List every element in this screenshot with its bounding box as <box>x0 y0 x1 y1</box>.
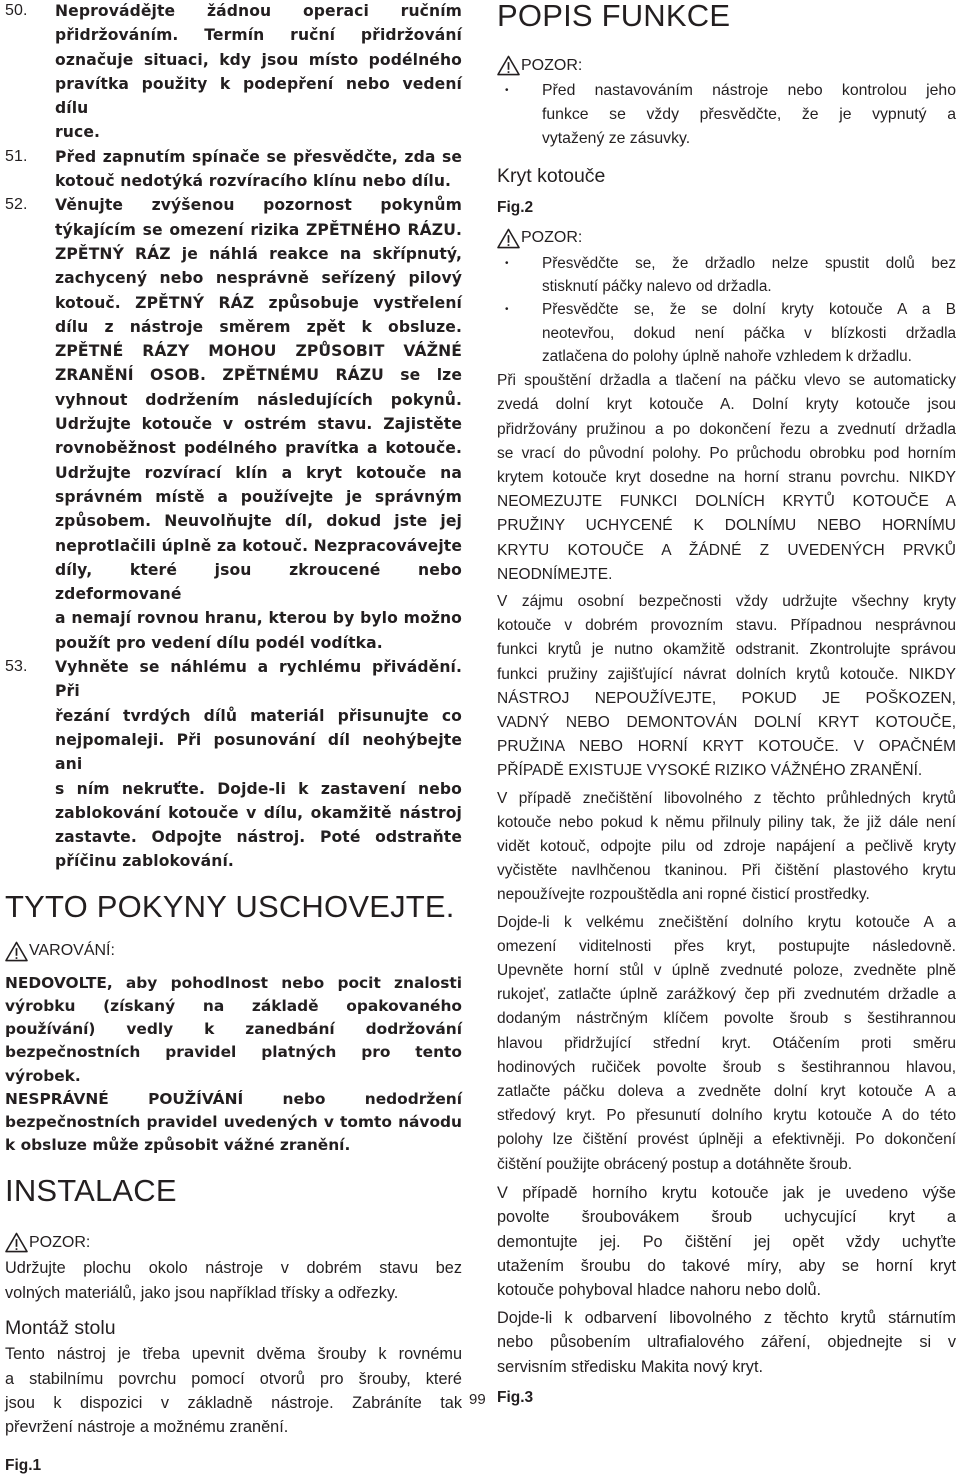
text-line: dodaným nástrčným klíčem povolte šroub s šestihrannou <box>497 1010 956 1028</box>
text-line: vytažený ze zásuvky. <box>542 130 691 148</box>
safety-item <box>5 655 462 874</box>
text-line: omezení viditelnosti přes kryt, postupujte následovně. <box>497 937 956 955</box>
text-line: utažením šroubu do takové míry, aby se horní kryt <box>497 1257 956 1276</box>
text-line: NESPRÁVNÉ POUŽÍVÁNÍ nebo nedodržení <box>5 1089 462 1108</box>
text-line: zatlačte páčku doleva a zvedněte dolní kryt kotouče A a <box>497 1082 956 1100</box>
text-line: NEDOVOLTE, aby pohodlnost nebo pocit znalosti <box>5 973 462 992</box>
safety-item <box>5 0 462 145</box>
text-line: rukojeť, zatlačte úplně zarážkový čep při zvednutém držadle a <box>497 986 956 1004</box>
text-line: demontujte jej. Po čištění jej opět vždy uchyťte <box>497 1232 956 1251</box>
text-line: Věnujte zvýšenou pozornost pokynům <box>55 196 462 215</box>
text-line: Před zapnutím spínače se přesvědčte, zda se <box>55 147 462 166</box>
guard-paragraph-4 <box>497 911 956 1177</box>
safety-item <box>5 145 462 194</box>
text-line: nejpomaleji. Při posunování díl neohýbejte ani <box>55 730 462 774</box>
text-line: stisknutí páčky nalevo od držadla. <box>542 277 772 295</box>
text-line: Před nastavováním nástroje nebo kontrolou jeho <box>542 82 956 99</box>
fig2-label: Fig.2 <box>497 198 534 216</box>
guard-paragraph-1 <box>497 369 956 587</box>
text-line: Při spouštění držadla a tlačení na páčku vlevo se automaticky <box>497 372 956 390</box>
warning-icon <box>5 1232 28 1253</box>
text-line: zvedá dolní kryt kotouče A. Dolní kryty kotouče jsou <box>497 396 956 414</box>
item-number: 52. <box>5 196 28 214</box>
warning-icon <box>497 228 520 249</box>
text-line: kotouče pohyboval hladce nahoru nebo dolů. <box>497 1281 822 1300</box>
text-line: a stabilnímu povrchu pomocí otvorů pro šrouby, které <box>5 1369 462 1388</box>
bullet-item <box>497 252 956 299</box>
varovani-text <box>5 972 462 1158</box>
text-line: zachycený nebo nesprávně seřízený pilový <box>55 269 462 288</box>
text-line: bezpečnostních pravidel uvedených v tomto návodu <box>5 1112 462 1131</box>
text-line: díly, které jsou zkroucené nebo zdeformované <box>55 560 462 604</box>
numbered-safety-list <box>5 0 462 874</box>
text-line: funkci pružiny zajišťující návrat dolních krytů kotouče. NIKDY <box>497 665 956 683</box>
text-line: funkce se vždy přesvědčte, že je vypnutý a <box>542 106 956 124</box>
text-line: řezání tvrdých dílů materiál přisunujte co <box>55 706 462 725</box>
text-line: s ním nekruťte. Dojde-li k zastavení nebo <box>55 779 462 798</box>
text-line: KRYTU KOTOUČE A ŽÁDNÉ Z UVEDENÝCH PRVKŮ <box>497 541 956 559</box>
bullet-item <box>497 79 956 152</box>
instalace-heading: INSTALACE <box>5 1173 177 1209</box>
text-line: ZPĚTNÝ RÁZ je náhlá reakce na skřípnutý, <box>55 244 462 263</box>
text-line: neotevřou, dokud není páčka v blízkosti držadla <box>542 324 956 342</box>
text-line: Neprovádějte žádnou operaci ručním <box>55 2 462 20</box>
text-line: týkajícím se omezení rizika ZPĚTNÉHO RÁZU. <box>55 220 462 239</box>
keep-instructions-heading: TYTO POKYNY USCHOVEJTE. <box>5 888 455 924</box>
montaz-stolu-text <box>5 1342 462 1440</box>
text-line: NÁSTROJ NEPOUŽÍVEJTE, POKUD JE POŠKOZEN, <box>497 689 956 707</box>
text-line: hodinových ručiček povolte šroub s šestihrannou hlavou, <box>497 1058 956 1076</box>
text-line: NEOMEZUJTE FUNKCI DOLNÍCH KRYTŮ KOTOUČE A <box>497 493 956 511</box>
text-line: zablokování kotouče v dílu, okamžitě nástroj <box>55 803 462 822</box>
text-line: Udržujte plochu okolo nástroje v dobrém stavu bez <box>5 1259 462 1278</box>
pozor1-bullets <box>497 79 956 152</box>
text-line: vyhnout dodržením následujících pokynů. <box>55 390 462 409</box>
text-line: zatlačena do polohy úplně nahoře vzhledem k držadlu. <box>542 347 912 365</box>
text-line: způsobem. Neuvolňujte díl, dokud jste jej <box>55 512 462 531</box>
pozor-text <box>5 1256 462 1305</box>
pozor2-bullets <box>497 252 956 368</box>
text-line: volných materiálů, jako jsou například třísky a odřezky. <box>5 1283 399 1302</box>
pozor1-label: POZOR: <box>497 55 956 76</box>
text-line: Dojde-li k velkému znečištění dolního krytu kotouče A a <box>497 913 956 931</box>
guard-paragraph-3 <box>497 787 956 908</box>
text-line: Upevněte horní stůl v úplně zvednuté poloze, zvedněte plně <box>497 961 956 979</box>
text-line: Tento nástroj je třeba upevnit dvěma šrouby k rovnému <box>5 1345 462 1364</box>
guard-paragraph-6 <box>497 1306 956 1379</box>
text-line: přidržovány pružinou a po dokončení řezu a zvednutí držadla <box>497 420 956 438</box>
text-line: zastavte. Odpojte nástroj. Poté odstraňte <box>55 828 462 847</box>
text-line: nebo působením ultrafialového záření, objednejte si v <box>497 1333 956 1352</box>
text-line: přidržováním. Termín ruční přidržování <box>55 26 462 45</box>
text-line: Udržujte kotouče v ostrém stavu. Zajistěte <box>55 415 462 434</box>
guard-paragraph-2 <box>497 590 956 784</box>
text-line: povolte šroubovákem šroub uchycující kryt a <box>497 1208 956 1227</box>
text-line: bezpečnostních pravidel platných pro tento výrobek. <box>5 1043 462 1085</box>
text-line: kotouče v dobrém provozním stavu. Případnou nesprávnou <box>497 617 956 635</box>
text-line: pravítka použity k podepření nebo vedení dílu <box>55 74 462 118</box>
text-line: Dojde-li k odbarvení libovolného z těchto krytů stárnutím <box>497 1308 956 1327</box>
item-number: 53. <box>5 658 28 676</box>
text-line: V případě horního krytu kotouče jak je uvedeno výše <box>497 1183 956 1202</box>
text-line: nepoužívejte rozpouštědla ani ropné čisticí prostředky. <box>497 886 870 904</box>
safety-item <box>5 193 462 655</box>
text-line: Udržujte rozvírací klín a kryt kotouče na <box>55 463 462 482</box>
text-line: funkci krytů je nutno okamžitě odstranit. Zkontrolujte správou <box>497 641 956 659</box>
left-column <box>5 0 462 1476</box>
text-line: V zájmu osobní bezpečnosti vždy udržujte všechny kryty <box>497 592 956 610</box>
text-line: PRUŽINA NEBO HORNÍ KRYT KOTOUČE. V OPAČNÉM <box>497 738 956 756</box>
text-line: servisním středisku Makita nový kryt. <box>497 1357 763 1376</box>
text-line: jsou k dispozici v základně nástroje. Zabráníte tak <box>5 1393 462 1412</box>
text-line: vyčistěte navlhčenou tkaninou. Při čištění plastového krytu <box>497 862 956 880</box>
kryt-kotouce-heading: Kryt kotouče <box>497 164 606 187</box>
page-number: 99 <box>469 1391 486 1408</box>
text-line: Přesvědčte se, že se dolní kryty kotouče A a B <box>542 301 956 319</box>
bullet-dot-icon: • <box>505 304 509 316</box>
text-line: a nemají rovnou hranu, kterou by bylo možno <box>55 609 462 628</box>
text-line: výrobku (získaný na základě opakovaného <box>5 996 462 1015</box>
fig3-label: Fig.3 <box>497 1389 534 1407</box>
text-line: kotouč. ZPĚTNÝ RÁZ způsobuje vystřelení <box>55 293 462 312</box>
text-line: ZPĚTNÉ RÁZY MOHOU ZPŮSOBIT VÁŽNÉ <box>55 342 462 361</box>
popis-funkce-heading: POPIS FUNKCE <box>497 0 731 33</box>
text-line: Přesvědčte se, že držadlo nelze spustit dolů bez <box>542 254 956 272</box>
varovani-label: VAROVÁNÍ: <box>5 941 462 962</box>
text-line: k obsluze může způsobit vážné zranění. <box>5 1136 351 1155</box>
text-line: ZRANĚNÍ OSOB. ZPĚTNÉMU RÁZU se lze <box>55 366 462 385</box>
right-column <box>497 0 956 1408</box>
text-line: polohy lze čištění provést úplněji a efektivněji. Po dokončení <box>497 1131 956 1149</box>
item-number: 50. <box>5 2 28 19</box>
text-line: vidět kotouč, odpojte pilu od zdroje napájení a pečlivě kryty <box>497 837 956 855</box>
text-line: PŘÍPADĚ EXISTUJE VYSOKÉ RIZIKO VÁŽNÉHO ZRANĚNÍ. <box>497 762 923 780</box>
text-line: kotouče nebo pokud k němu přilnuly piliny tak, že již dále není <box>497 813 956 831</box>
text-line: V případě znečištění libovolného z těchto průhledných krytů <box>497 789 956 807</box>
text-line: označuje situaci, kdy jsou místo podélného <box>55 50 462 69</box>
montaz-stolu-heading: Montáž stolu <box>5 1317 116 1340</box>
bullet-dot-icon: • <box>505 257 509 269</box>
warning-icon <box>497 55 520 76</box>
text-line: hlavou přidržující střední kryt. Otáčením proti směru <box>497 1034 956 1052</box>
text-line: použít pro vedení dílu podél vodítka. <box>55 633 383 652</box>
bullet-item <box>497 298 956 368</box>
item-number: 51. <box>5 147 28 165</box>
text-line: používání) vedly k zanedbání dodržování <box>5 1020 462 1039</box>
fig1-label: Fig.1 <box>5 1456 42 1474</box>
text-line: čištění použijte obrácený postup a dotáhněte šroub. <box>497 1155 853 1173</box>
pozor2-label: POZOR: <box>497 228 956 249</box>
text-line: Vyhněte se náhlému a rychlému přivádění. Při <box>55 658 462 701</box>
text-line: se vrací do původní polohy. Po průchodu obrobku pod horním <box>497 444 956 462</box>
text-line: PRUŽINY UCHYCENÉ K DOLNÍMU NEBO HORNÍMU <box>497 517 956 535</box>
text-line: dílu z nástroje směrem zpět k obsluze. <box>55 317 462 336</box>
text-line: neprotlačili úplně za kotouč. Nezpracovávejte <box>55 536 462 555</box>
pozor-label: POZOR: <box>5 1232 462 1253</box>
guard-paragraph-5 <box>497 1181 956 1303</box>
text-line: VADNÝ NEBO DEMONTOVÁN DOLNÍ KRYT KOTOUČE, <box>497 713 956 731</box>
text-line: NEODNÍMEJTE. <box>497 565 613 583</box>
warning-icon <box>5 941 28 962</box>
text-line: příčinu zablokování. <box>55 852 234 871</box>
text-line: krytem kotouče kryt dosedne na horní stranu povrchu. NIKDY <box>497 468 956 486</box>
text-line: středový kryt. Po přesunutí dolního krytu kotouče A do této <box>497 1107 956 1125</box>
bullet-dot-icon: • <box>505 85 509 96</box>
text-line: ruce. <box>55 123 101 142</box>
text-line: rovnoběžnost podélného pravítka a kotouče. <box>55 439 462 458</box>
text-line: správném místě a používejte je správným <box>55 487 462 506</box>
text-line: převržení nástroje a možnému zranění. <box>5 1418 289 1437</box>
text-line: kotouč nedotýká rozvíracího klínu nebo dílu. <box>55 172 452 191</box>
